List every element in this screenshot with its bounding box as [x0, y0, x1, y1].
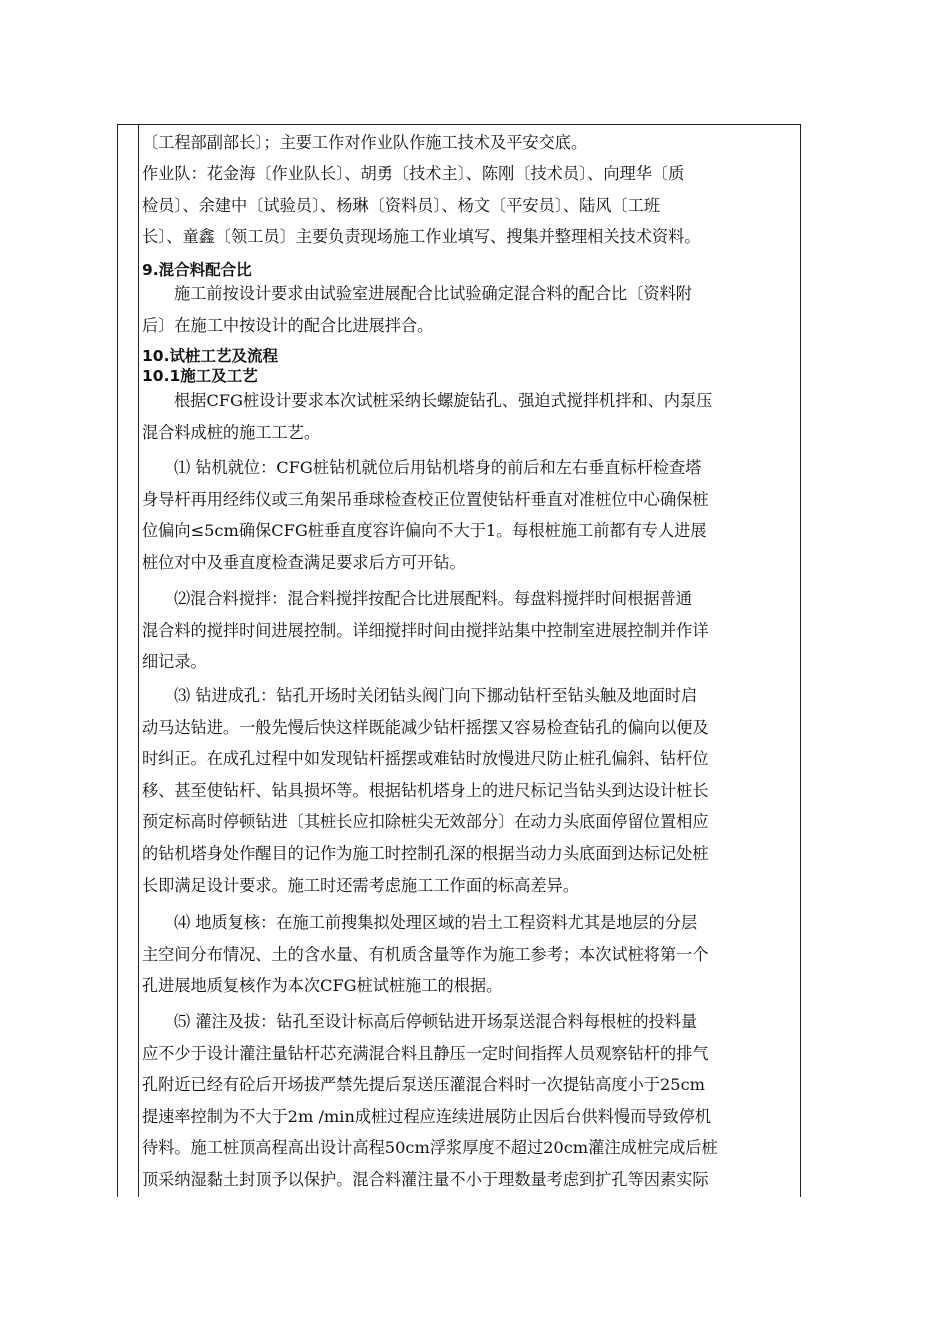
text-line: 提速率控制为不大于2m /min成桩过程应连续进展防止因后台供料慢而导致停机 [142, 1106, 712, 1126]
text-line: ⑸ 灌注及拔：钻孔至设计标高后停顿钻进开场泵送混合料每根桩的投料量 [174, 1012, 698, 1031]
text-line: 孔附近已经有砼后开场拔严禁先提后泵送压灌混合料时一次提钻高度小于25cm [142, 1075, 706, 1095]
text-line: 动马达钻进。一般先慢后快这样既能减少钻杆摇摆又容易检查钻孔的偏向以便及 [142, 717, 709, 737]
left-column-divider [138, 125, 139, 1197]
text-line: 后〕在施工中按设计的配合比进展拌合。 [142, 315, 434, 335]
subsection-heading: 10.1施工及工艺 [142, 367, 258, 385]
paragraph-step-4 [142, 907, 709, 1002]
paragraph-step-5 [142, 1006, 718, 1196]
text-line: ⑷ 地质复核：在施工前搜集拟处理区域的岩土工程资料尤其是地层的分层 [174, 913, 698, 932]
text-line: 待料。施工桩顶高程高出设计高程50cm浮浆厚度不超过20cm灌注成桩完成后桩 [142, 1138, 718, 1158]
text-line: 细记录。 [142, 652, 207, 672]
text-line: 桩位对中及垂直度检查满足要求后方可开钻。 [142, 552, 466, 572]
section-heading: 9.混合料配合比 [142, 261, 252, 279]
text-line: 主空间分布情况、土的含水量、有机质含量等作为施工参考；本次试桩将第一个 [142, 944, 709, 964]
text-line: 长〕、童鑫〔领工员〕主要负责现场施工作业填写、搜集并整理相关技术资料。 [142, 227, 701, 247]
heading-section-9 [142, 260, 252, 280]
paragraph-mix-ratio [142, 278, 692, 341]
text-line: 位偏向≤5cm确保CFG桩垂直度容许偏向不大于1。每根桩施工前都有专人进展 [142, 521, 707, 541]
heading-section-10 [142, 346, 278, 386]
section-heading: 10.试桩工艺及流程 [142, 347, 278, 365]
text-line: 的钻机塔身处作醒目的记作为施工时控制孔深的根据当动力头底面到达标记处桩 [142, 843, 709, 863]
text-line: 时纠正。在成孔过程中如发现钻杆摇摆或难钻时放慢进尺防止桩孔偏斜、钻杆位 [142, 749, 709, 769]
text-line: 应不少于设计灌注量钻杆芯充满混合料且静压一定时间指挥人员观察钻杆的排气 [142, 1043, 709, 1063]
text-line: 顶采纳湿黏土封顶予以保护。混合料灌注量不小于理数量考虑到扩孔等因素实际 [142, 1169, 709, 1189]
paragraph-step-1 [142, 452, 709, 578]
document-table-frame [117, 124, 801, 1197]
paragraph-step-3 [142, 680, 709, 901]
text-line: ⑴ 钻机就位：CFG桩钻机就位后用钻机塔身的前后和左右垂直标杆检查塔 [174, 458, 702, 477]
text-line: 移、甚至使钻杆、钻具损坏等。根据钻机塔身上的进尺标记当钻头到达设计桩长 [142, 780, 709, 800]
paragraph-staff-deputy [142, 127, 587, 159]
paragraph-process-intro [142, 385, 712, 448]
text-line: 长即满足设计要求。施工时还需考虑施工工作面的标高差异。 [142, 875, 580, 895]
text-line: 混合料成桩的施工工艺。 [142, 422, 321, 442]
text-line: 混合料的搅拌时间进展控制。详细搅拌时间由搅拌站集中控制室进展控制并作详 [142, 620, 709, 640]
text-line: 检员〕、余建中〔试验员〕、杨琳〔资料员〕、杨文〔平安员〕、陆风〔工班 [142, 195, 660, 215]
text-line: ⑵混合料搅拌：混合料搅拌按配合比进展配料。每盘料搅拌时间根据普通 [174, 589, 692, 608]
text-line: ⑶ 钻进成孔：钻孔开场时关闭钻头阀门向下挪动钻杆至钻头触及地面时启 [174, 686, 698, 705]
paragraph-step-2 [142, 583, 709, 678]
text-line: 孔进展地质复核作为本次CFG桩试桩施工的根据。 [142, 976, 503, 996]
text-line: 〔工程部副部长〕；主要工作对作业队作施工技术及平安交底。 [142, 133, 588, 152]
text-line: 根据CFG桩设计要求本次试桩采纳长螺旋钻孔、强迫式搅拌机拌和、内泵压 [174, 391, 713, 410]
text-line: 施工前按设计要求由试验室进展配合比试验确定混合料的配合比〔资料附 [174, 284, 692, 303]
text-line: 作业队：花金海〔作业队长〕、胡勇〔技术主〕、陈刚〔技术员〕、向理华〔质 [142, 164, 685, 183]
paragraph-work-team [142, 158, 700, 253]
text-line: 身导杆再用经纬仪或三角架吊垂球检查校正位置使钻杆垂直对准桩位中心确保桩 [142, 489, 709, 509]
text-line: 预定标高时停顿钻进〔其桩长应扣除桩尖无效部分〕在动力头底面停留位置相应 [142, 812, 709, 832]
